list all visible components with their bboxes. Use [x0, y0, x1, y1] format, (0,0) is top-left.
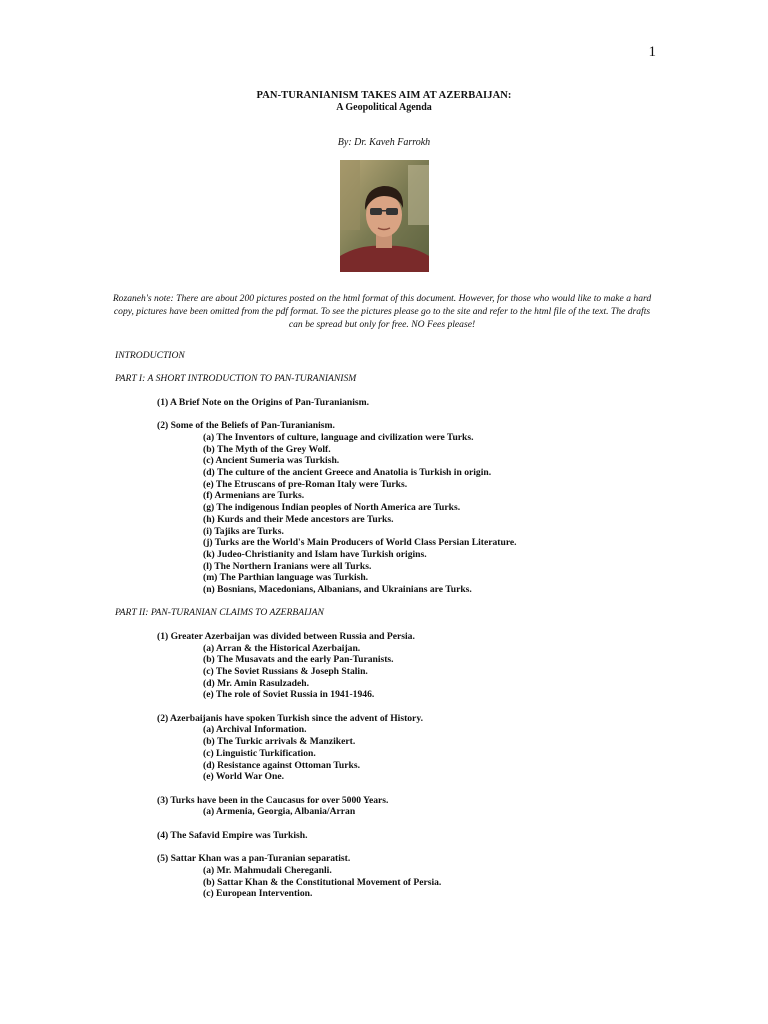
document-title: PAN-TURANIANISM TAKES AIM AT AZERBAIJAN: [256, 90, 512, 101]
toc-subitem: (d) Mr. Amin Rasulzadeh. [203, 677, 309, 689]
toc-subitem: (d) The culture of the ancient Greece and Anatolia is Turkish in origin. [203, 466, 492, 478]
toc-subitem: (a) The Inventors of culture, language and civilization were Turks. [203, 431, 474, 443]
toc-subitem: (c) Ancient Sumeria was Turkish. [203, 455, 340, 467]
author-photo [340, 160, 429, 272]
toc-subitem: (n) Bosnians, Macedonians, Albanians, and Ukrainians are Turks. [203, 584, 472, 596]
page-number: 1 [648, 44, 656, 60]
toc-subitem: (f) Armenians are Turks. [203, 490, 305, 502]
rozaneh-note: Rozaneh's note: There are about 200 pictures posted on the html format of this document. However, for those who would like to make a hard copy, pictures have been omitted from the pdf format. To see the pictures please go to the site and refer to the html file of the text. The drafts can be spread but only for free. NO Fees please! [112, 293, 652, 330]
table-of-contents [115, 350, 675, 900]
toc-subitem: (d) Resistance against Ottoman Turks. [203, 759, 360, 771]
toc-item: (2) Some of the Beliefs of Pan-Turanianism. [157, 420, 335, 432]
author-portrait-image [340, 160, 429, 272]
toc-subitem: (j) Turks are the World's Main Producers of World Class Persian Literature. [203, 537, 517, 549]
toc-item: (4) The Safavid Empire was Turkish. [157, 829, 308, 841]
toc-part2-heading: PART II: PAN-TURANIAN CLAIMS TO AZERBAIJAN [115, 607, 324, 619]
toc-subitem: (a) Mr. Mahmudali Chereganli. [203, 864, 332, 876]
toc-item: (3) Turks have been in the Caucasus for over 5000 Years. [157, 794, 389, 806]
toc-subitem: (b) Sattar Khan & the Constitutional Movement of Persia. [203, 876, 442, 888]
toc-subitem: (b) The Turkic arrivals & Manzikert. [203, 736, 356, 748]
toc-subitem: (c) Linguistic Turkification. [203, 747, 316, 759]
toc-subitem: (b) The Musavats and the early Pan-Turanists. [203, 654, 394, 666]
toc-subitem: (b) The Myth of the Grey Wolf. [203, 443, 331, 455]
toc-subitem: (i) Tajiks are Turks. [203, 525, 284, 537]
toc-subitem: (e) The Etruscans of pre-Roman Italy were Turks. [203, 478, 408, 490]
toc-subitem: (l) The Northern Iranians were all Turks. [203, 560, 372, 572]
toc-subitem: (c) European Intervention. [203, 888, 313, 900]
toc-subitem: (e) The role of Soviet Russia in 1941-1946. [203, 689, 375, 701]
toc-subitem: (k) Judeo-Christianity and Islam have Turkish origins. [203, 548, 427, 560]
toc-subitem: (a) Archival Information. [203, 724, 307, 736]
toc-subitem: (c) The Soviet Russians & Joseph Stalin. [203, 665, 368, 677]
document-subtitle: A Geopolitical Agenda [336, 102, 432, 113]
author-byline: By: Dr. Kaveh Farrokh [337, 137, 431, 148]
toc-item: (2) Azerbaijanis have spoken Turkish since the advent of History. [157, 712, 423, 724]
toc-item: (1) Greater Azerbaijan was divided between Russia and Persia. [157, 630, 415, 642]
toc-item: (1) A Brief Note on the Origins of Pan-Turanianism. [157, 396, 370, 408]
toc-subitem: (m) The Parthian language was Turkish. [203, 572, 369, 584]
title-block [0, 90, 768, 113]
toc-subitem: (a) Arran & the Historical Azerbaijan. [203, 642, 361, 654]
toc-subitem: (h) Kurds and their Mede ancestors are Turks. [203, 513, 394, 525]
toc-introduction: INTRODUCTION [115, 350, 185, 361]
toc-part1-heading: PART I: A SHORT INTRODUCTION TO PAN-TURANIANISM [115, 373, 357, 385]
toc-item: (5) Sattar Khan was a pan-Turanian separatist. [157, 853, 351, 865]
toc-subitem: (g) The indigenous Indian peoples of North America are Turks. [203, 502, 461, 514]
toc-subitem: (e) World War One. [203, 771, 285, 783]
toc-subitem: (a) Armenia, Georgia, Albania/Arran [203, 806, 356, 818]
